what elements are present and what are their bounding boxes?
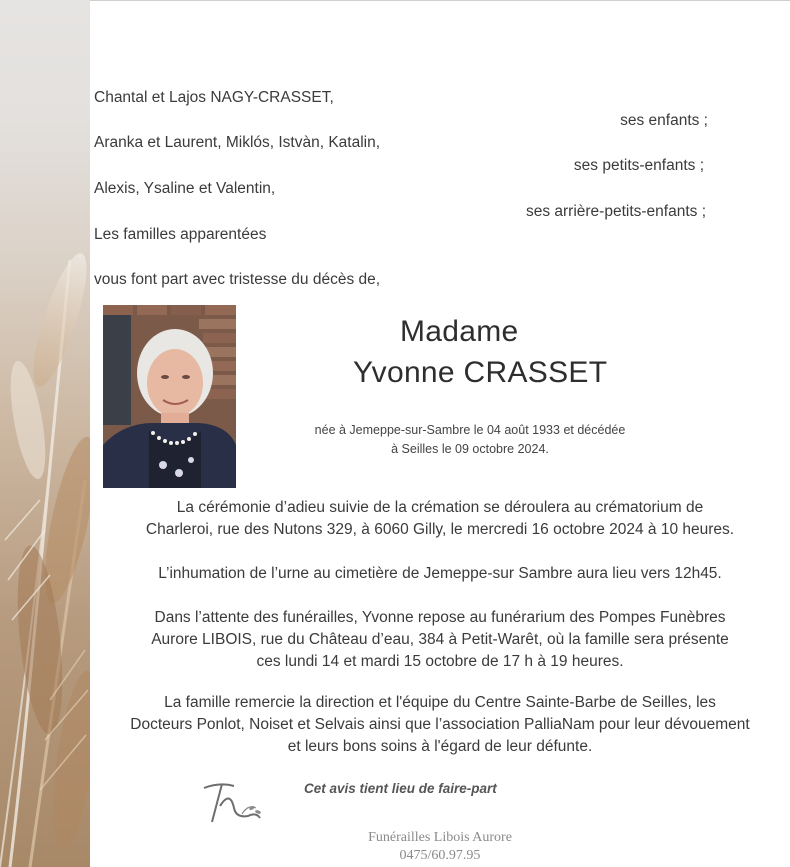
notice-text: Cet avis tient lieu de faire-part [304, 781, 497, 796]
decorative-grass-strip [0, 0, 90, 867]
family-children: Chantal et Lajos NAGY-CRASSET, [94, 89, 334, 106]
footer-company: Funérailles Libois Aurore [368, 830, 512, 845]
logo-mark [200, 778, 266, 834]
deceased-title: Madame [400, 315, 519, 348]
portrait-image [103, 305, 236, 488]
announcement-text: vous font part avec tristesse du décès de, [94, 271, 381, 288]
family-great-grandchildren: Alexis, Ysaline et Valentin, [94, 180, 276, 197]
thanks-line2: Docteurs Ponlot, Noiset et Selvais ainsi que l’association PalliaNam pour leur dévouement [130, 716, 750, 733]
deceased-dates-line1: née à Jemeppe-sur-Sambre le 04 août 1933 et décédée [314, 423, 626, 437]
thanks-line1: La famille remercie la direction et l'équipe du Centre Sainte-Barbe de Seilles, les [164, 694, 716, 711]
wake-line2: Aurore LIBOIS, rue du Château d’eau, 384 à Petit-Warêt, où la famille sera présente [151, 631, 729, 648]
thanks-line3: et leurs bons soins à l'égard de leur défunte. [287, 738, 593, 755]
obituary-content [90, 0, 790, 867]
deceased-name: Yvonne CRASSET [353, 356, 608, 389]
portrait-photo [103, 305, 236, 488]
family-grandchildren: Aranka et Laurent, Miklós, Istvàn, Katalin, [94, 134, 381, 151]
role-great-grandchildren: ses arrière-petits-enfants ; [525, 203, 706, 220]
deceased-dates-line2: à Seilles le 09 octobre 2024. [391, 442, 549, 456]
funeral-home-logo [200, 778, 266, 834]
ceremony-line2: Charleroi, rue des Nutons 329, à 6060 Gilly, le mercredi 16 octobre 2024 à 10 heures. [145, 521, 735, 538]
burial-line: L’inhumation de l’urne au cimetière de Jemeppe-sur Sambre aura lieu vers 12h45. [158, 565, 722, 582]
family-relatives: Les familles apparentées [94, 226, 267, 243]
footer-phone: 0475/60.97.95 [399, 848, 481, 863]
role-children: ses enfants ; [620, 112, 708, 129]
wake-line3: ces lundi 14 et mardi 15 octobre de 17 h à 19 heures. [256, 653, 624, 670]
wake-line1: Dans l’attente des funérailles, Yvonne repose au funérarium des Pompes Funèbres [154, 609, 726, 626]
role-grandchildren: ses petits-enfants ; [573, 157, 704, 174]
grass-illustration [0, 0, 90, 867]
ceremony-line1: La cérémonie d’adieu suivie de la crémation se déroulera au crématorium de [176, 499, 704, 516]
